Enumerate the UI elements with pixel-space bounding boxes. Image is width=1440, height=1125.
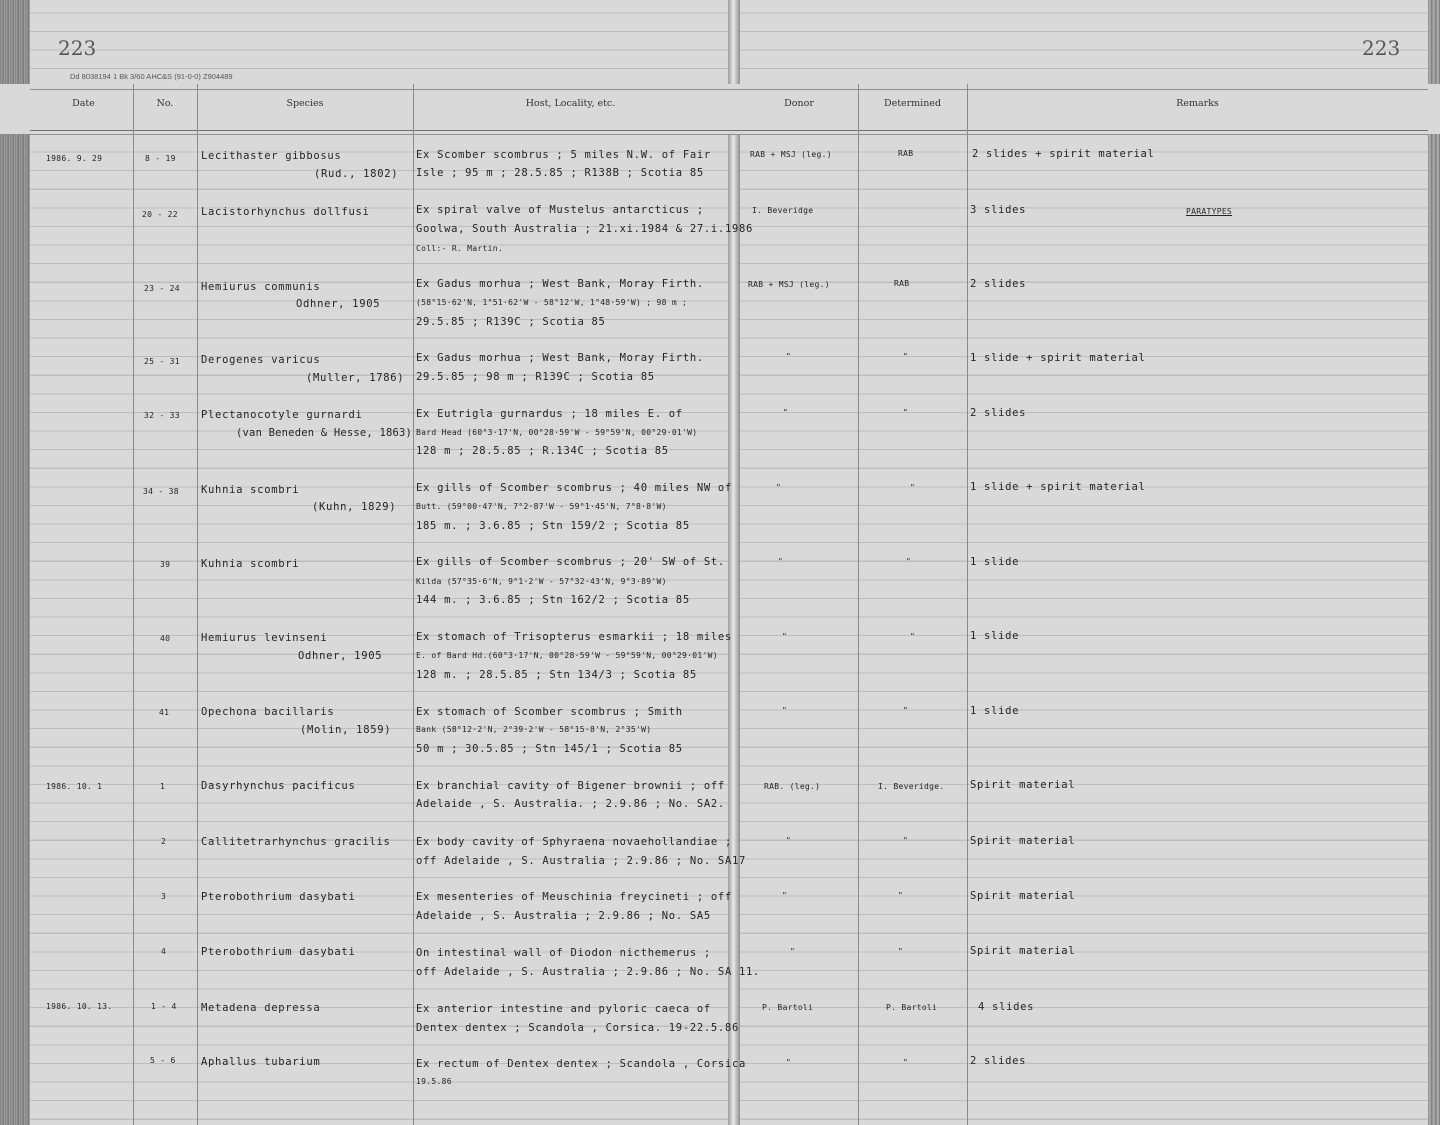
entry-number: 4 (161, 947, 167, 956)
entry-number: 3 (161, 892, 167, 901)
entry-host-line1: Ex stomach of Scomber scombrus ; Smith (416, 706, 683, 718)
entry-remarks: Spirit material (970, 945, 1076, 957)
entry-donor: " (786, 352, 792, 361)
entry-number: 25 - 31 (144, 357, 180, 366)
header-bottom-rule (30, 130, 1428, 131)
entry-determined: " (906, 557, 912, 566)
entry-species: Metadena depressa (201, 1002, 321, 1014)
entry-number: 1 - 4 (151, 1002, 177, 1011)
col-header-no: No. (156, 98, 174, 109)
entry-remarks: 1 slide (970, 705, 1020, 717)
entry-remarks: 3 slides (970, 204, 1027, 216)
entry-host-line3: Coll:- R. Martin. (416, 244, 503, 253)
col-divider-no (133, 84, 134, 1125)
entry-donor: RAB + MSJ (leg.) (748, 280, 830, 289)
entry-remarks: 1 slide + spirit material (970, 481, 1146, 493)
entry-authority: (van Beneden & Hesse, 1863) (236, 427, 413, 439)
entry-donor: " (783, 408, 789, 417)
entry-species: Pterobothrium dasybati (201, 946, 356, 958)
entry-remarks: 1 slide (970, 556, 1020, 568)
entry-determined: " (910, 483, 916, 492)
entry-host-line1: Ex stomach of Trisopterus esmarkii ; 18 miles (416, 631, 732, 643)
entry-host-line1: Ex spiral valve of Mustelus antarcticus ; (416, 204, 704, 216)
entry-donor: " (786, 1058, 792, 1067)
col-header-remarks: Remarks (1176, 98, 1219, 109)
entry-donor: " (790, 947, 796, 956)
entry-species: Hemiurus communis (201, 281, 321, 293)
entry-determined: " (898, 947, 904, 956)
entry-host-line2: (58°15·62'N, 1°51·62'W - 58°12'W, 1°48·59'W) ; 98 m ; (416, 298, 688, 307)
entry-remarks: 4 slides (978, 1001, 1035, 1013)
entry-host-line2: Goolwa, South Australia ; 21.xi.1984 & 27.i.1986 (416, 223, 754, 235)
entry-number: 41 (159, 708, 170, 717)
entry-number: 23 - 24 (144, 284, 180, 293)
entry-authority: Odhner, 1905 (296, 298, 381, 310)
entry-number: 40 (160, 634, 171, 643)
col-header-determined: Determined (883, 98, 942, 109)
entry-authority: (Molin, 1859) (300, 724, 392, 736)
entry-number: 8 - 19 (145, 154, 176, 163)
entry-host-line1: On intestinal wall of Diodon nicthemerus ; (416, 947, 711, 959)
entry-date: 1986. 10. 1 (46, 782, 103, 791)
entry-donor: RAB. (leg.) (764, 782, 821, 791)
entry-authority: Odhner, 1905 (298, 650, 383, 662)
col-divider-host (413, 84, 414, 1125)
entry-determined: I. Beveridge. (878, 782, 945, 791)
entry-determined: " (903, 1058, 909, 1067)
entry-host-line1: Ex gills of Scomber scombrus ; 20' SW of St. (416, 556, 725, 568)
entry-remarks: Spirit material (970, 779, 1076, 791)
col-divider-remarks (967, 84, 968, 1125)
entry-species: Callitetrarhynchus gracilis (201, 836, 391, 848)
entry-donor: " (782, 706, 788, 715)
entry-determined: RAB (894, 279, 910, 288)
entry-host-line2: Adelaide , S. Australia. ; 2.9.86 ; No. SA2. (416, 798, 725, 810)
entry-host-line3: 50 m ; 30.5.85 ; Stn 145/1 ; Scotia 85 (416, 743, 683, 755)
print-code: Dd 8038194 1 Bk 3/60 AHC&S (91-0-0) Z904489 (70, 72, 233, 81)
entry-species: Derogenes varicus (201, 354, 321, 366)
entry-species: Lecithaster gibbosus (201, 150, 342, 162)
col-header-donor: Donor (784, 98, 814, 109)
entry-host-line1: Ex Scomber scombrus ; 5 miles N.W. of Fair (416, 149, 711, 161)
entry-species: Dasyrhynchus pacificus (201, 780, 356, 792)
entry-host-line3: 185 m. ; 3.6.85 ; Stn 159/2 ; Scotia 85 (416, 520, 690, 532)
col-header-host: Host, Locality, etc. (525, 98, 616, 109)
right-page-number: 223 (1362, 36, 1401, 60)
entry-authority: (Rud., 1802) (314, 168, 399, 180)
header-band (0, 84, 1440, 134)
entry-host-line1: Ex mesenteries of Meuschinia freycineti ; off (416, 891, 732, 903)
entry-determined: P. Bartoli (886, 1003, 938, 1012)
entry-host-line2: Isle ; 95 m ; 28.5.85 ; R138B ; Scotia 85 (416, 167, 704, 179)
col-header-date: Date (72, 98, 95, 109)
entry-host-line2: Dentex dentex ; Scandola , Corsica. 19-22.5.86 (416, 1022, 739, 1034)
entry-host-line3: 128 m. ; 28.5.85 ; Stn 134/3 ; Scotia 85 (416, 669, 697, 681)
entry-species: Kuhnia scombri (201, 558, 300, 570)
entry-host-line1: Ex gills of Scomber scombrus ; 40 miles NW of (416, 482, 732, 494)
entry-host-line2: Butt. (59°00·47'N, 7°2·87'W - 59°1·45'N, 7°8·8'W) (416, 502, 667, 511)
entry-host-line2: 29.5.85 ; 98 m ; R139C ; Scotia 85 (416, 371, 655, 383)
entry-host-line2: Bard Head (60°3·17'N, 00°28·59'W - 59°59'N, 00°29·01'W) (416, 428, 698, 437)
col-header-species: Species (286, 98, 324, 109)
entry-number: 20 - 22 (142, 210, 178, 219)
entry-determined: " (903, 706, 909, 715)
entry-date: 1986. 9. 29 (46, 154, 103, 163)
entry-number: 32 - 33 (144, 411, 180, 420)
entry-species: Plectanocotyle gurnardi (201, 409, 363, 421)
entry-remarks: 2 slides + spirit material (972, 148, 1155, 160)
entry-host-line2: Kilda (57°35·6'N, 9°1·2'W - 57°32·43'N, 9°3·89'W) (416, 577, 667, 586)
paratypes-note: PARATYPES (1186, 207, 1233, 216)
col-divider-species (197, 84, 198, 1125)
entry-determined: " (898, 891, 904, 900)
entry-determined: " (903, 408, 909, 417)
entry-number: 34 - 38 (143, 487, 179, 496)
entry-species: Aphallus tubarium (201, 1056, 321, 1068)
entry-number: 1 (160, 782, 166, 791)
entry-number: 5 - 6 (150, 1056, 176, 1065)
entry-remarks: 2 slides (970, 407, 1027, 419)
col-divider-determined (858, 84, 859, 1125)
entry-host-line3: 29.5.85 ; R139C ; Scotia 85 (416, 316, 606, 328)
entry-authority: (Muller, 1786) (306, 372, 405, 384)
entry-host-line1: Ex Gadus morhua ; West Bank, Moray Firth. (416, 352, 704, 364)
entry-determined: RAB (898, 149, 914, 158)
entry-host-line2: E. of Bard Hd.(60°3·17'N, 00°28·59'W - 59°59'N, 00°29·01'W) (416, 651, 718, 660)
entry-species: Hemiurus levinseni (201, 632, 328, 644)
entry-host-line3: 144 m. ; 3.6.85 ; Stn 162/2 ; Scotia 85 (416, 594, 690, 606)
entry-determined: " (903, 836, 909, 845)
entry-host-line1: Ex body cavity of Sphyraena novaehollandiae ; (416, 836, 732, 848)
entry-species: Kuhnia scombri (201, 484, 300, 496)
entry-remarks: 1 slide + spirit material (970, 352, 1146, 364)
entry-host-line1: Ex Gadus morhua ; West Bank, Moray Firth. (416, 278, 704, 290)
entry-determined: " (910, 632, 916, 641)
entry-number: 2 (161, 837, 167, 846)
header-top-rule (30, 89, 1428, 90)
entry-species: Lacistorhynchus dollfusi (201, 206, 370, 218)
entry-donor: " (786, 836, 792, 845)
entry-host-line1: Ex rectum of Dentex dentex ; Scandola , Corsica (416, 1058, 747, 1070)
entry-species: Opechona bacillaris (201, 706, 335, 718)
entry-remarks: 2 slides (970, 1055, 1027, 1067)
entry-donor: RAB + MSJ (leg.) (750, 150, 832, 159)
entry-host-line1: Ex branchial cavity of Bigener brownii ; off (416, 780, 725, 792)
entry-host-line2: 19.5.86 (416, 1077, 452, 1086)
entry-host-line2: off Adelaide , S. Australia ; 2.9.86 ; No. SA 11. (416, 966, 761, 978)
entry-host-line2: off Adelaide , S. Australia ; 2.9.86 ; No. SA17 (416, 855, 747, 867)
entry-donor: " (782, 632, 788, 641)
left-page-number: 223 (58, 36, 97, 60)
entry-host-line2: Adelaide , S. Australia ; 2.9.86 ; No. SA5 (416, 910, 711, 922)
entry-determined: " (903, 352, 909, 361)
entry-remarks: 2 slides (970, 278, 1027, 290)
entry-date: 1986. 10. 13. (46, 1002, 113, 1011)
entry-donor: P. Bartoli (762, 1003, 814, 1012)
header-double-rule (30, 134, 1428, 135)
entry-donor: " (782, 891, 788, 900)
entry-donor: " (776, 483, 782, 492)
book-gutter (728, 0, 740, 1125)
entry-host-line1: Ex anterior intestine and pyloric caeca of (416, 1003, 711, 1015)
page-stack-right (1428, 0, 1440, 1125)
entry-species: Pterobothrium dasybati (201, 891, 356, 903)
entry-donor: " (778, 557, 784, 566)
entry-remarks: 1 slide (970, 630, 1020, 642)
entry-authority: (Kuhn, 1829) (312, 501, 397, 513)
entry-remarks: Spirit material (970, 835, 1076, 847)
entry-host-line2: Bank (58°12·2'N, 2°39·2'W - 58°15·8'N, 2°35'W) (416, 725, 652, 734)
entry-number: 39 (160, 560, 171, 569)
entry-host-line1: Ex Eutrigla gurnardus ; 18 miles E. of (416, 408, 683, 420)
entry-host-line3: 128 m ; 28.5.85 ; R.134C ; Scotia 85 (416, 445, 669, 457)
entry-donor: I. Beveridge (752, 206, 814, 215)
entry-remarks: Spirit material (970, 890, 1076, 902)
right-page (738, 0, 1428, 1125)
